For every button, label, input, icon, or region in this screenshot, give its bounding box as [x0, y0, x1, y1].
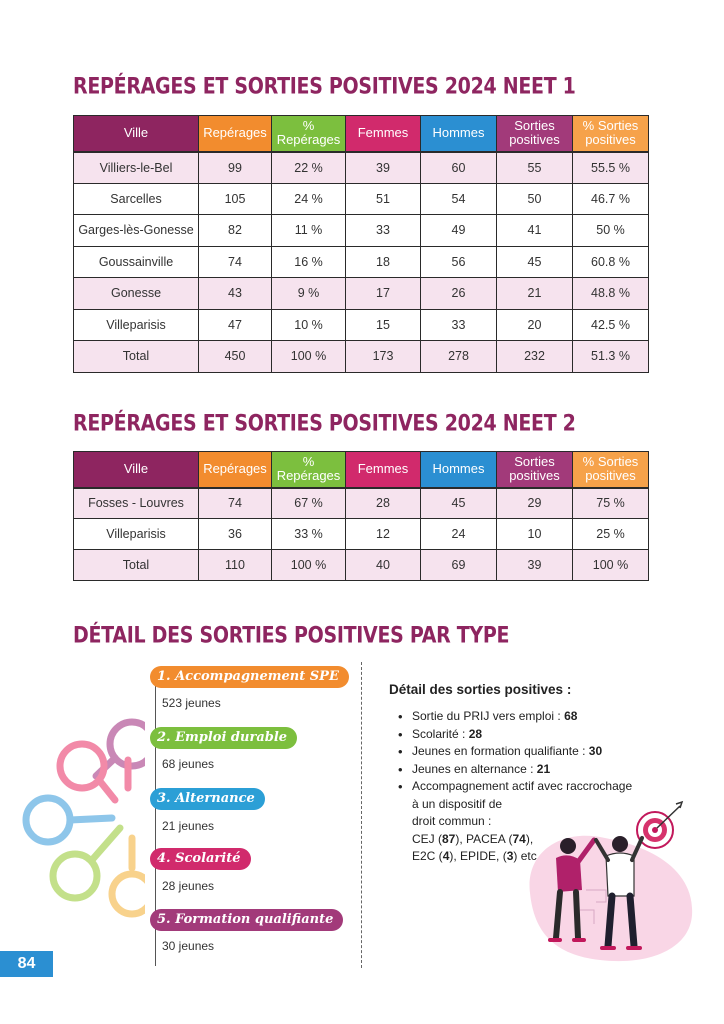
cell-femmes: 28: [346, 488, 421, 519]
cell-ville: Villeparisis: [74, 309, 199, 341]
cell-femmes: 173: [346, 341, 421, 373]
table-row: [74, 152, 649, 184]
cell-pct-sorties: 48.8 %: [573, 278, 649, 310]
table2-title: REPÉRAGES ET SORTIES POSITIVES 2024 NEET 2: [73, 411, 576, 437]
col-pct-sorties: [573, 452, 649, 488]
page-number: 84: [0, 951, 53, 977]
cell-ville: Total: [74, 550, 199, 581]
cell-reperages: 82: [199, 215, 272, 247]
cell-reperages: 110: [199, 550, 272, 581]
cell-sorties: 45: [497, 246, 573, 278]
cell-sorties: 50: [497, 183, 573, 215]
item-text: Accompagnement actif avec raccrochage: [412, 779, 633, 793]
cell-sorties: 21: [497, 278, 573, 310]
cell-pct-reperages: 16 %: [272, 246, 346, 278]
cell-pct-reperages: 24 %: [272, 183, 346, 215]
cell-pct-reperages: 100 %: [272, 550, 346, 581]
cell-pct-sorties: 75 %: [573, 488, 649, 519]
cell-sorties: 29: [497, 488, 573, 519]
table-row: [74, 309, 649, 341]
cell-reperages: 99: [199, 152, 272, 184]
cell-pct-sorties: 50 %: [573, 215, 649, 247]
category-pill-3: 3. Alternance: [150, 788, 265, 810]
col-sorties-l2: positives: [509, 468, 560, 484]
cell-pct-reperages: 9 %: [272, 278, 346, 310]
cell-pct-reperages: 33 %: [272, 519, 346, 550]
col-femmes: Femmes: [346, 116, 421, 152]
cell-ville: Total: [74, 341, 199, 373]
detail-title: DÉTAIL DES SORTIES POSITIVES PAR TYPE: [73, 623, 510, 649]
list-item: [398, 743, 658, 761]
table-row: [74, 519, 649, 550]
col-pct-sorties-l1: % Sorties: [582, 118, 639, 134]
col-sorties: [497, 116, 573, 152]
cell-pct-reperages: 100 %: [272, 341, 346, 373]
list-item-continuation: à un dispositif de: [412, 796, 503, 811]
cell-reperages: 105: [199, 183, 272, 215]
cell-pct-sorties: 100 %: [573, 550, 649, 581]
col-pct-sorties-l2: positives: [585, 468, 636, 484]
target-icon: [637, 802, 682, 848]
table-neet2: [73, 451, 649, 581]
epide-label: ), EPIDE, (: [449, 849, 507, 863]
cell-hommes: 69: [421, 550, 497, 581]
cell-sorties: 41: [497, 215, 573, 247]
cell-reperages: 74: [199, 246, 272, 278]
col-sorties-l1: Sorties: [514, 454, 555, 470]
cell-pct-reperages: 11 %: [272, 215, 346, 247]
table-row: [74, 215, 649, 247]
cell-ville: Goussainville: [74, 246, 199, 278]
category-count-3: 21 jeunes: [162, 819, 215, 833]
list-item: [398, 708, 658, 726]
col-hommes: Hommes: [421, 452, 497, 488]
pacea-label: ), PACEA (: [455, 831, 513, 846]
cell-sorties: 39: [497, 550, 573, 581]
cell-pct-reperages: 22 %: [272, 152, 346, 184]
col-sorties-l2: positives: [509, 132, 560, 148]
table-row: [74, 183, 649, 215]
table-row: [74, 278, 649, 310]
magnifier-blue-icon: [26, 798, 112, 842]
cell-femmes: 15: [346, 309, 421, 341]
category-count-2: 68 jeunes: [162, 757, 215, 771]
cell-ville: Villeparisis: [74, 519, 199, 550]
list-item: [398, 761, 658, 779]
cell-hommes: 24: [421, 519, 497, 550]
item-text: Sortie du PRIJ vers emploi :: [412, 709, 565, 723]
cell-pct-reperages: 10 %: [272, 309, 346, 341]
col-sorties-l1: Sorties: [514, 118, 555, 134]
col-ville: Ville: [74, 452, 199, 488]
col-pct-reperages: % Repérages: [272, 116, 346, 152]
item-text: Jeunes en formation qualifiante :: [412, 744, 589, 758]
category-count-4: 28 jeunes: [162, 879, 215, 893]
item-value: 21: [536, 761, 551, 776]
cell-sorties: 20: [497, 309, 573, 341]
table-neet1: [73, 115, 649, 373]
cell-femmes: 40: [346, 550, 421, 581]
item-value: 28: [468, 726, 483, 741]
cell-hommes: 45: [421, 488, 497, 519]
cell-hommes: 60: [421, 152, 497, 184]
list-item: [398, 778, 658, 796]
cej-label: CEJ (: [412, 831, 442, 846]
cell-femmes: 51: [346, 183, 421, 215]
cell-pct-sorties: 51.3 %: [573, 341, 649, 373]
cell-reperages: 74: [199, 488, 272, 519]
cell-femmes: 33: [346, 215, 421, 247]
item-value: 68: [564, 709, 578, 723]
table-total-row: [74, 550, 649, 581]
cell-hommes: 49: [421, 215, 497, 247]
tail-text: ) etc.: [513, 849, 541, 863]
col-ville: Ville: [74, 116, 199, 152]
tail-text: ),: [525, 831, 534, 846]
epide-value: 3: [506, 849, 514, 863]
cell-ville: Garges-lès-Gonesse: [74, 215, 199, 247]
table-header-row: [74, 116, 649, 152]
cell-reperages: 450: [199, 341, 272, 373]
detail-box-title: Détail des sorties positives :: [389, 682, 572, 697]
e2c-label: E2C (: [412, 849, 443, 863]
magnifier-yellow-icon: [112, 838, 145, 914]
cell-pct-sorties: 25 %: [573, 519, 649, 550]
cell-pct-sorties: 55.5 %: [573, 152, 649, 184]
cell-pct-sorties: 46.7 %: [573, 183, 649, 215]
col-pct-reperages: % Repérages: [272, 452, 346, 488]
cell-femmes: 12: [346, 519, 421, 550]
dashed-divider: [361, 662, 362, 968]
cell-hommes: 26: [421, 278, 497, 310]
cell-reperages: 36: [199, 519, 272, 550]
cej-value: 87: [442, 831, 456, 846]
category-pill-5: 5. Formation qualifiante: [150, 909, 343, 931]
category-pill-4: 4. Scolarité: [150, 848, 251, 870]
table-total-row: [74, 341, 649, 373]
category-pill-2: 2. Emploi durable: [150, 727, 297, 749]
cell-hommes: 278: [421, 341, 497, 373]
item-value: 30: [588, 744, 603, 758]
cell-hommes: 54: [421, 183, 497, 215]
col-pct-sorties-l1: % Sorties: [582, 454, 639, 470]
col-femmes: Femmes: [346, 452, 421, 488]
item-text: Jeunes en alternance :: [412, 761, 537, 776]
category-count-5: 30 jeunes: [162, 939, 215, 953]
table-row: [74, 488, 649, 519]
list-item: [398, 726, 658, 744]
cell-reperages: 47: [199, 309, 272, 341]
cell-pct-sorties: 60.8 %: [573, 246, 649, 278]
cell-femmes: 39: [346, 152, 421, 184]
cell-sorties: 55: [497, 152, 573, 184]
list-item-continuation: droit commun :: [412, 814, 492, 828]
cell-hommes: 56: [421, 246, 497, 278]
cell-femmes: 18: [346, 246, 421, 278]
cell-reperages: 43: [199, 278, 272, 310]
category-pill-1: 1. Accompagnement SPE: [150, 666, 349, 688]
col-pct-sorties: [573, 116, 649, 152]
cell-ville: Sarcelles: [74, 183, 199, 215]
cell-sorties: 232: [497, 341, 573, 373]
cell-pct-sorties: 42.5 %: [573, 309, 649, 341]
magnifier-pink-icon: [60, 744, 128, 800]
cell-hommes: 33: [421, 309, 497, 341]
e2c-value: 4: [442, 849, 450, 863]
cell-pct-reperages: 67 %: [272, 488, 346, 519]
cell-ville: Gonesse: [74, 278, 199, 310]
cell-ville: Villiers-le-Bel: [74, 152, 199, 184]
pacea-value: 74: [512, 831, 526, 846]
col-pct-sorties-l2: positives: [585, 132, 636, 148]
table-header-row: [74, 452, 649, 488]
col-sorties: [497, 452, 573, 488]
table1-title: REPÉRAGES ET SORTIES POSITIVES 2024 NEET 1: [73, 74, 576, 100]
cell-femmes: 17: [346, 278, 421, 310]
people-target-illustration: [520, 798, 700, 968]
cell-sorties: 10: [497, 519, 573, 550]
item-text: Scolarité :: [412, 726, 469, 741]
table-row: [74, 246, 649, 278]
col-reperages: Repérages: [199, 452, 272, 488]
col-hommes: Hommes: [421, 116, 497, 152]
category-count-1: 523 jeunes: [162, 696, 221, 710]
magnifier-illustration: [20, 708, 145, 923]
col-reperages: Repérages: [199, 116, 272, 152]
cell-ville: Fosses - Louvres: [74, 488, 199, 519]
